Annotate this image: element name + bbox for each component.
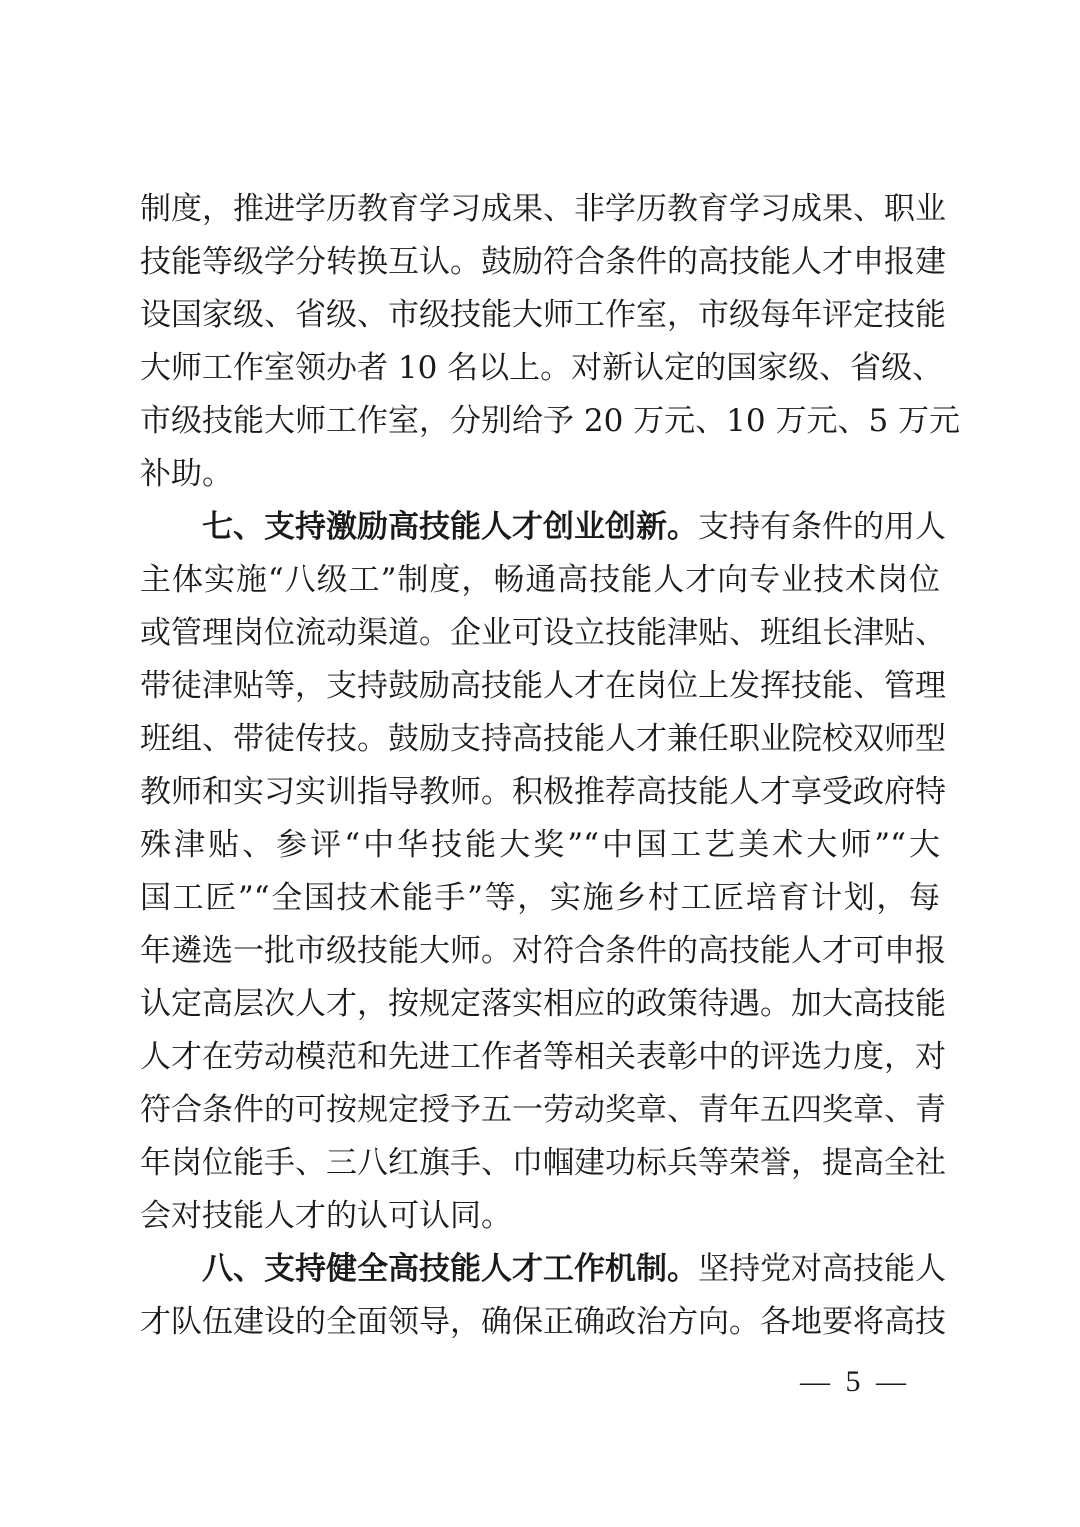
text-line: 符合条件的可按规定授予五一劳动奖章、青年五四奖章、青 <box>140 1092 946 1128</box>
section-heading-line <box>140 1243 946 1296</box>
text-line: 班组、带徒传技。鼓励支持高技能人才兼任职业院校双师型 <box>140 721 946 757</box>
page-number: — 5 — <box>800 1365 910 1398</box>
text-line: 认定高层次人才，按规定落实相应的政策待遇。加大高技能 <box>140 986 946 1022</box>
text-run: 支持有条件的用人 <box>698 509 946 545</box>
text-line: 制度，推进学历教育学习成果、非学历教育学习成果、职业 <box>140 191 946 227</box>
text-line: 会对技能人才的认可认同。 <box>140 1198 512 1234</box>
text-line: 教师和实习实训指导教师。积极推荐高技能人才享受政府特 <box>140 774 946 810</box>
text-line: 主体实施“八级工”制度，畅通高技能人才向专业技术岗位 <box>140 562 940 598</box>
text-line: 设国家级、省级、市级技能大师工作室，市级每年评定技能 <box>140 297 946 333</box>
text-line: 殊津贴、参评“中华技能大奖”“中国工艺美术大师”“大 <box>140 827 940 863</box>
text-line: 市级技能大师工作室，分别给予 20 万元、10 万元、5 万元 <box>140 403 961 439</box>
section-heading-7: 七、支持激励高技能人才创业创新。 <box>202 509 698 545</box>
document-body <box>140 183 961 1349</box>
text-line: 国工匠”“全国技术能手”等，实施乡村工匠培育计划，每 <box>140 880 940 916</box>
text-line: 带徒津贴等，支持鼓励高技能人才在岗位上发挥技能、管理 <box>140 668 946 704</box>
text-run: 坚持党对高技能人 <box>698 1251 946 1287</box>
text-line: 才队伍建设的全面领导，确保正确政治方向。各地要将高技 <box>140 1304 946 1340</box>
text-line: 技能等级学分转换互认。鼓励符合条件的高技能人才申报建 <box>140 244 946 280</box>
text-line: 年遴选一批市级技能大师。对符合条件的高技能人才可申报 <box>140 933 946 969</box>
text-line: 或管理岗位流动渠道。企业可设立技能津贴、班组长津贴、 <box>140 615 946 651</box>
section-heading-line <box>140 501 946 554</box>
text-line: 人才在劳动模范和先进工作者等相关表彰中的评选力度，对 <box>140 1039 946 1075</box>
section-heading-8: 八、支持健全高技能人才工作机制。 <box>202 1251 698 1287</box>
text-line: 年岗位能手、三八红旗手、巾帼建功标兵等荣誉，提高全社 <box>140 1145 946 1181</box>
text-line: 补助。 <box>140 456 233 492</box>
text-line: 大师工作室领办者 10 名以上。对新认定的国家级、省级、 <box>140 350 944 386</box>
